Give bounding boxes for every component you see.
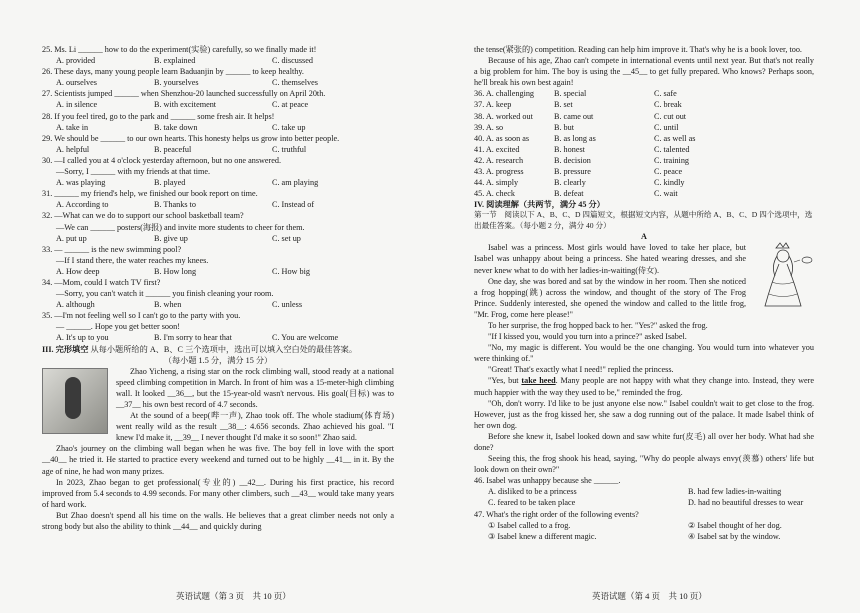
question-27-stem: 27. Scientists jumped ______ when Shenzhou-20 launched successfully on April 20th. (42, 89, 326, 99)
option-c: C. Instead of (272, 200, 315, 210)
question-47-events-row-2 (474, 531, 814, 542)
question-28-options (42, 122, 394, 133)
option-a: A. According to (56, 200, 109, 210)
option-c: C. discussed (272, 56, 313, 66)
question-35-stem: 35. —I'm not feeling well so I can't go to the party with you. (42, 311, 241, 321)
option-c: C. training (654, 155, 690, 165)
reading-paragraph-3: To her surprise, the frog hopped back to her. "Yes?" asked the frog. (488, 320, 708, 330)
option-b: B. How long (154, 266, 197, 276)
cloze-option-row (474, 188, 814, 199)
event-1: ① Isabel called to a frog. (488, 520, 571, 530)
page-footer-left: 英语试题（第 3 页 共 10 页） (176, 591, 291, 601)
cloze-option-row (474, 177, 814, 188)
option-b: B. with excitement (154, 100, 217, 110)
option-a: 41. A. excited (474, 144, 520, 154)
event-3: ③ Isabel knew a different magic. (488, 531, 597, 541)
question-29-stem: 29. We should be ______ to our own hearts. This honesty helps us grow into better people. (42, 133, 340, 143)
reading-paragraph-7-end: . Many people are not happy with what they change into. Instead, they were much happier with the way they used to be," reminded the frog. (474, 376, 815, 397)
question-34-options (42, 299, 394, 310)
question-33-stem: 33. — ______ is the new swimming pool? (42, 244, 182, 254)
option-c: C. truthful (272, 144, 307, 154)
question-32-options (42, 233, 394, 244)
option-b: B. yourselves (154, 78, 199, 88)
cloze-option-row (474, 133, 814, 144)
question-32-reply: —We can ______ posters(海报) and invite more students to cheer for them. (56, 222, 305, 232)
option-c: C. kindly (654, 178, 685, 188)
option-b: B. honest (554, 144, 585, 154)
option-c: C. cut out (654, 111, 687, 121)
cloze-paragraph-3: Zhao's journey on the climbing wall began when he was five. The boy fell in love with the sport __40__ he tried it. He started to practice every weekend and turned out to be highly __41__ in it. By the age of nine, he had won many prizes. (42, 444, 394, 476)
reading-paragraph-7-start: "Yes, but (488, 376, 522, 386)
option-b: B. take down (154, 122, 198, 132)
cloze-option-row (474, 155, 814, 166)
option-b: B. peaceful (154, 144, 192, 154)
option-c: C. unless (272, 300, 303, 310)
page-footer-right: 英语试题（第 4 页 共 10 页） (592, 591, 707, 601)
climber-photo (42, 368, 108, 434)
question-29-options (42, 144, 394, 155)
option-a: A. provided (56, 56, 96, 66)
right-column (474, 44, 814, 542)
option-a: A. How deep (56, 266, 100, 276)
option-b: B. defeat (554, 189, 584, 199)
question-33-options (42, 266, 394, 277)
cloze-option-row (474, 144, 814, 155)
option-b: B. give up (154, 233, 188, 243)
reading-paragraph-4: "If I kissed you, would you turn into a prince?" asked Isabel. (488, 332, 687, 342)
question-34-stem: 34. —Mom, could I watch TV first? (42, 277, 161, 287)
option-c: C. feared to be taken place (488, 498, 576, 508)
cloze-paragraph-2: At the sound of a beep(哔一声), Zhao took off. The whole stadium(体育场) went really wild as the result __38__: 4.656 seconds. Zhao achieved his goal. "I knew I'd make it, __39__ I never thought I'd make it so soon!" Zhao said. (116, 411, 394, 443)
option-a: 40. A. as soon as (474, 133, 530, 143)
option-a: 42. A. research (474, 155, 524, 165)
question-31-stem: 31. ______ my friend's help, we finished our book report on time. (42, 189, 258, 199)
section-3-instructions: 从每小题所给的 A、B、C 三个选项中，选出可以填入空白处的最佳答案。 (90, 344, 358, 354)
question-35-options (42, 332, 394, 343)
option-b: B. clearly (554, 178, 586, 188)
question-32-stem: 32. —What can we do to support our school basketball team? (42, 211, 244, 221)
question-34-reply: —Sorry, you can't watch it ______ you finish cleaning your room. (56, 289, 274, 299)
option-b: B. Thanks to (154, 200, 196, 210)
option-b: B. came out (554, 111, 594, 121)
question-46-stem: 46. Isabel was unhappy because she ______. (474, 476, 621, 486)
cloze-paragraph-4: In 2023, Zhao began to get professional(专业的) __42__. During his first practice, his record improved from 5.4 seconds to 4.99 seconds. For many other climbers, such __43__ would take many years of hard work. (42, 477, 394, 509)
option-c: C. How big (272, 266, 310, 276)
question-30-reply: —Sorry, I ______ with my friends at that time. (56, 167, 211, 177)
cloze-paragraph-6: Because of his age, Zhao can't compete in international events until next year. But that's not really a big problem for him. The boy is using the __45__ to get fully prepared. Who knows? Perhaps soon, he'll break his own best again! (474, 56, 814, 88)
option-c: C. talented (654, 144, 690, 154)
cloze-paragraph-5: But Zhao doesn't spend all his time on the walls. He believes that a great climber needs not only a strong body but also the ability to think __44__ and quickly during (42, 510, 394, 532)
cloze-option-row (474, 166, 814, 177)
princess-sketch-icon (752, 242, 814, 308)
cloze-paragraph-1: Zhao Yicheng, a rising star on the rock climbing wall, stood ready at a national speed climbing competition in March. In front of him was a 15-meter-high climbing wall. It looked __36__, but the 15-year-old wasn't nervous. His goal(目标) was to __37__ his own best record of 4.7 seconds. (116, 366, 394, 409)
option-c: C. at peace (272, 100, 309, 110)
option-c: C. wait (654, 189, 678, 199)
reading-paragraph-2: One day, she was bored and sat by the window in her room. Then she noticed a frog hopping(跳) across the window, and thought of the story of The Frog Prince. Suddenly interested, she opened the window and called to the little frog, "Mr. Frog, come here please!" (474, 276, 746, 319)
option-c: C. take up (272, 122, 306, 132)
question-46-options-row-2 (474, 497, 814, 508)
option-a: A. ourselves (56, 78, 97, 88)
option-a: 39. A. so (474, 122, 504, 132)
option-c: C. break (654, 100, 682, 110)
section-3-header (42, 344, 394, 355)
option-a: A. disliked to be a princess (488, 487, 577, 497)
question-47-stem: 47. What's the right order of the following events? (474, 509, 639, 519)
cloze-option-row (474, 88, 814, 99)
question-25-stem: 25. Ms. Li ______ how to do the experiment(实验) carefully, so we finally made it! (42, 45, 317, 54)
question-30-options (42, 177, 394, 188)
section-3-score: （每小题 1.5 分，满分 15 分） (163, 355, 273, 365)
option-a: A. in silence (56, 100, 98, 110)
question-28-stem: 28. If you feel tired, go to the park and ______ some fresh air. It helps! (42, 111, 275, 121)
option-c: C. peace (654, 167, 683, 177)
option-a: A. put up (56, 233, 87, 243)
option-a: 43. A. progress (474, 167, 524, 177)
reading-paragraph-9: Before she knew it, Isabel looked down and saw white fur(皮毛) all over her body. What had she done? (474, 431, 814, 452)
option-b: B. set (554, 100, 573, 110)
underlined-phrase: take heed (521, 376, 556, 386)
option-a: 44. A. simply (474, 178, 519, 188)
reading-paragraph-7 (474, 375, 814, 397)
option-b: B. when (154, 300, 182, 310)
reading-paragraph-6: "Great! That's exactly what I need!" replied the princess. (488, 365, 674, 375)
reading-paragraph-8: "Oh, don't worry. I'd like to be just anyone else now." Isabel couldn't wait to get close to the frog. However, just as the frog kissed her, she saw a dog running out of the palace. It made Isabel think of her own dog. (474, 398, 814, 430)
section-4-title: IV. 阅读理解（共两节，满分 45 分） (474, 200, 605, 210)
option-d: D. had no beautiful dresses to wear (688, 498, 804, 508)
section-4-instructions: 第一节 阅读以下 A、B、C、D 四篇短文，根据短文内容，从题中所给 A、B、C、D 四个选项中，选出最佳答案。（每小题 2 分，满分 40 分） (474, 210, 813, 230)
option-a: 45. A. check (474, 189, 515, 199)
princess-frog-sketch (752, 242, 814, 308)
left-column (42, 44, 394, 532)
question-46-options-row-1 (474, 486, 814, 497)
reading-paragraph-10: Seeing this, the frog shook his head, saying, "Why do people always envy(羡慕) others' life but look down on their own?" (474, 454, 814, 475)
option-a: A. helpful (56, 144, 90, 154)
cloze-option-row (474, 99, 814, 110)
question-26-options (42, 77, 394, 88)
question-47-events-row-1 (474, 520, 814, 531)
question-31-options (42, 199, 394, 210)
option-a: 38. A. worked out (474, 111, 533, 121)
cloze-option-row (474, 111, 814, 122)
option-b: B. had few ladies-in-waiting (688, 487, 782, 497)
question-25-options (42, 55, 394, 66)
option-b: B. but (554, 122, 575, 132)
section-3-title: III. 完形填空 (42, 344, 89, 354)
event-4: ④ Isabel sat by the window. (688, 531, 781, 541)
option-c: C. themselves (272, 78, 318, 88)
question-30-stem: 30. —I called you at 4 o'clock yesterday afternoon, but no one answered. (42, 155, 282, 165)
option-c: C. You are welcome (272, 333, 339, 343)
option-c: C. safe (654, 89, 677, 99)
option-a: A. take in (56, 122, 89, 132)
reading-paragraph-1: Isabel was a princess. Most girls would have loved to take her place, but Isabel was unhappy about being a princess. She hated wearing dresses, and she never knew what to do with her ladies-in-waiting(侍女). (474, 243, 746, 275)
option-a: 37. A. keep (474, 100, 512, 110)
passage-letter: A (641, 232, 647, 242)
option-b: B. I'm sorry to hear that (154, 333, 232, 343)
option-c: C. set up (272, 233, 301, 243)
option-a: A. although (56, 300, 95, 310)
reading-paragraph-5: "No, my magic is different. You would be the one changing. You would turn into whatever you were thinking of." (474, 343, 814, 364)
option-a: 36. A. challenging (474, 89, 535, 99)
event-2: ② Isabel thought of her dog. (688, 520, 782, 530)
question-26-stem: 26. These days, many young people learn Baduanjin by ______ to keep healthy. (42, 67, 304, 77)
cloze-option-row (474, 122, 814, 133)
option-b: B. pressure (554, 167, 591, 177)
option-b: B. explained (154, 56, 196, 66)
option-b: B. decision (554, 155, 591, 165)
option-a: A. was playing (56, 178, 106, 188)
question-35-reply: — ______. Hope you get better soon! (56, 322, 180, 332)
option-c: C. as well as (654, 133, 696, 143)
option-b: B. as long as (554, 133, 596, 143)
option-a: A. It's up to you (56, 333, 109, 343)
cloze-options (474, 88, 814, 199)
option-b: B. special (554, 89, 587, 99)
option-c: C. am playing (272, 178, 319, 188)
option-c: C. until (654, 122, 679, 132)
option-b: B. played (154, 178, 186, 188)
cloze-paragraph-5-continued: the tense(紧张的) competition. Reading can help him improve it. That's why he is a book lover, too. (474, 45, 802, 54)
question-27-options (42, 99, 394, 110)
question-33-reply: —If I stand there, the water reaches my knees. (56, 255, 209, 265)
